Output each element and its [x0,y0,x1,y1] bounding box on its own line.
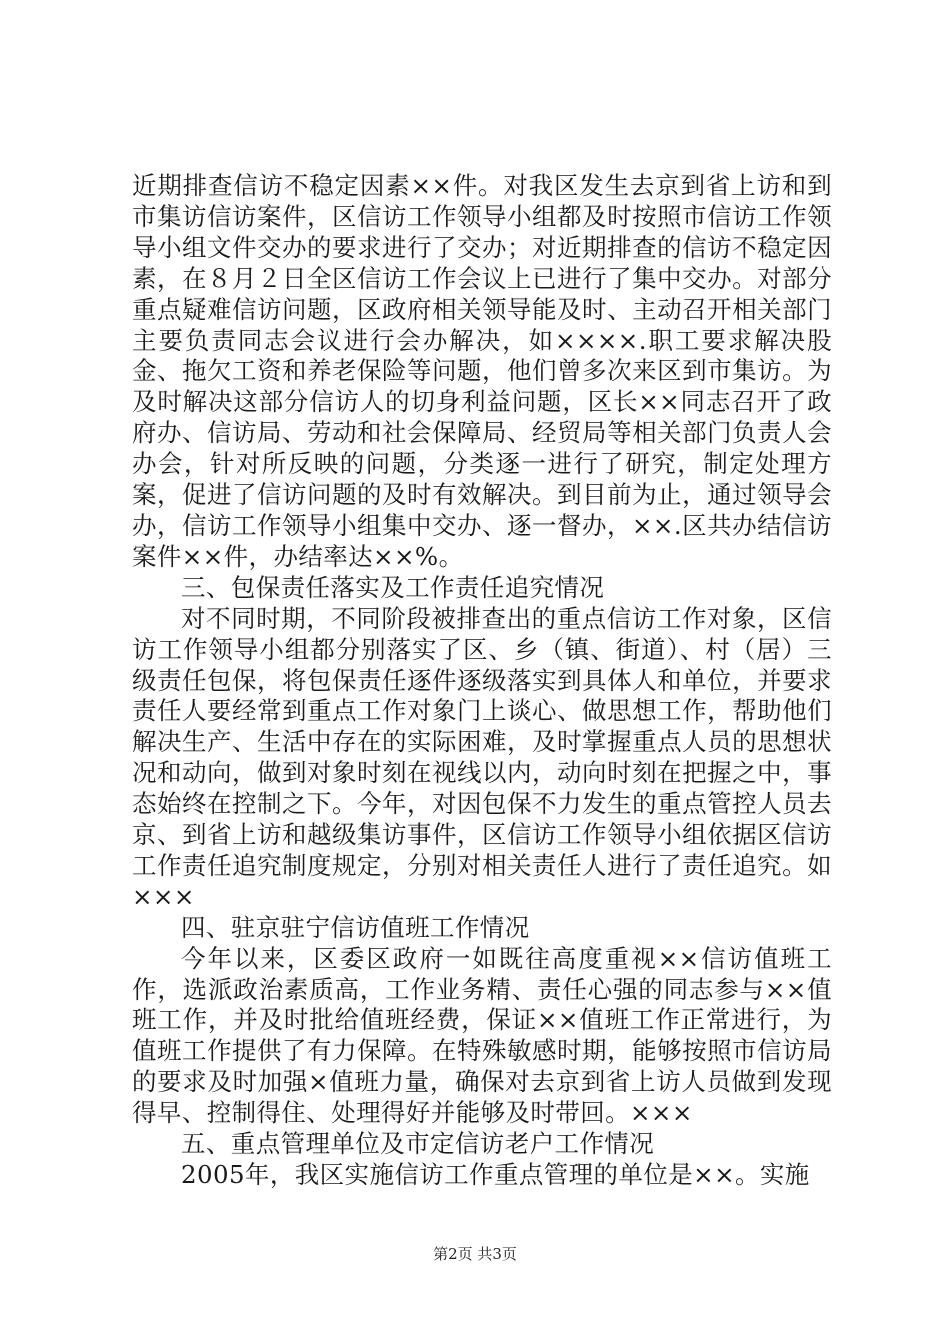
document-body [132,171,832,1191]
section-heading-3: 三、包保责任落实及工作责任追究情况 [181,572,605,602]
paragraph-section-3: 对不同时期，不同阶段被排查出的重点信访工作对象，区信访工作领导小组都分别落实了区、乡（镇、街道）、村（居）三级责任包保，将包保责任逐件逐级落实到具体人和单位，并要求责任人要经常到重点工作对象门上谈心、做思想工作，帮助他们解决生产、生活中存在的实际困难，及时掌握重点人员的思想状况和动向，做到对象时刻在视线以内，动向时刻在把握之中，事态始终在控制之下。今年，对因包保不力发生的重点管控人员去京、到省上访和越级集访事件，区信访工作领导小组依据区信访工作责任追究制度规定，分别对相关责任人进行了责任追究。如××× [132,603,832,911]
section-heading-5: 五、重点管理单位及市定信访老户工作情况 [181,1129,655,1159]
section-heading-4: 四、驻京驻宁信访值班工作情况 [181,912,530,942]
paragraph-continuation: 近期排查信访不稳定因素××件。对我区发生去京到省上访和到市集访信访案件，区信访工作领导小组都及时按照市信访工作领导小组文件交办的要求进行了交办；对近期排查的信访不稳定因素，在８月２日全区信访工作会议上已进行了集中交办。对部分重点疑难信访问题，区政府相关领导能及时、主动召开相关部门主要负责同志会议进行会办解决，如××××.职工要求解决股金、拖欠工资和养老保险等问题，他们曾多次来区到市集访。为及时解决这部分信访人的切身利益问题，区长××同志召开了政府办、信访局、劳动和社会保障局、经贸局等相关部门负责人会办会，针对所反映的问题，分类逐一进行了研究，制定处理方案，促进了信访问题的及时有效解决。到目前为止，通过领导会办，信访工作领导小组集中交办、逐一督办，××.区共办结信访案件××件，办结率达××%。 [132,171,832,571]
page-footer: 第2页 共3页 [433,1245,517,1263]
paragraph-section-4: 今年以来，区委区政府一如既往高度重视××信访值班工作，选派政治素质高，工作业务精、责任心强的同志参与××值班工作，并及时批给值班经费，保证××值班工作正常进行，为值班工作提供了有力保障。在特殊敏感时期，能够按照市信访局的要求及时加强×值班力量，确保对去京到省上访人员做到发现得早、控制得住、处理得好并能够及时带回。××× [132,943,832,1128]
paragraph-section-5: 2005年，我区实施信访工作重点管理的单位是××。实施 [181,1160,810,1189]
